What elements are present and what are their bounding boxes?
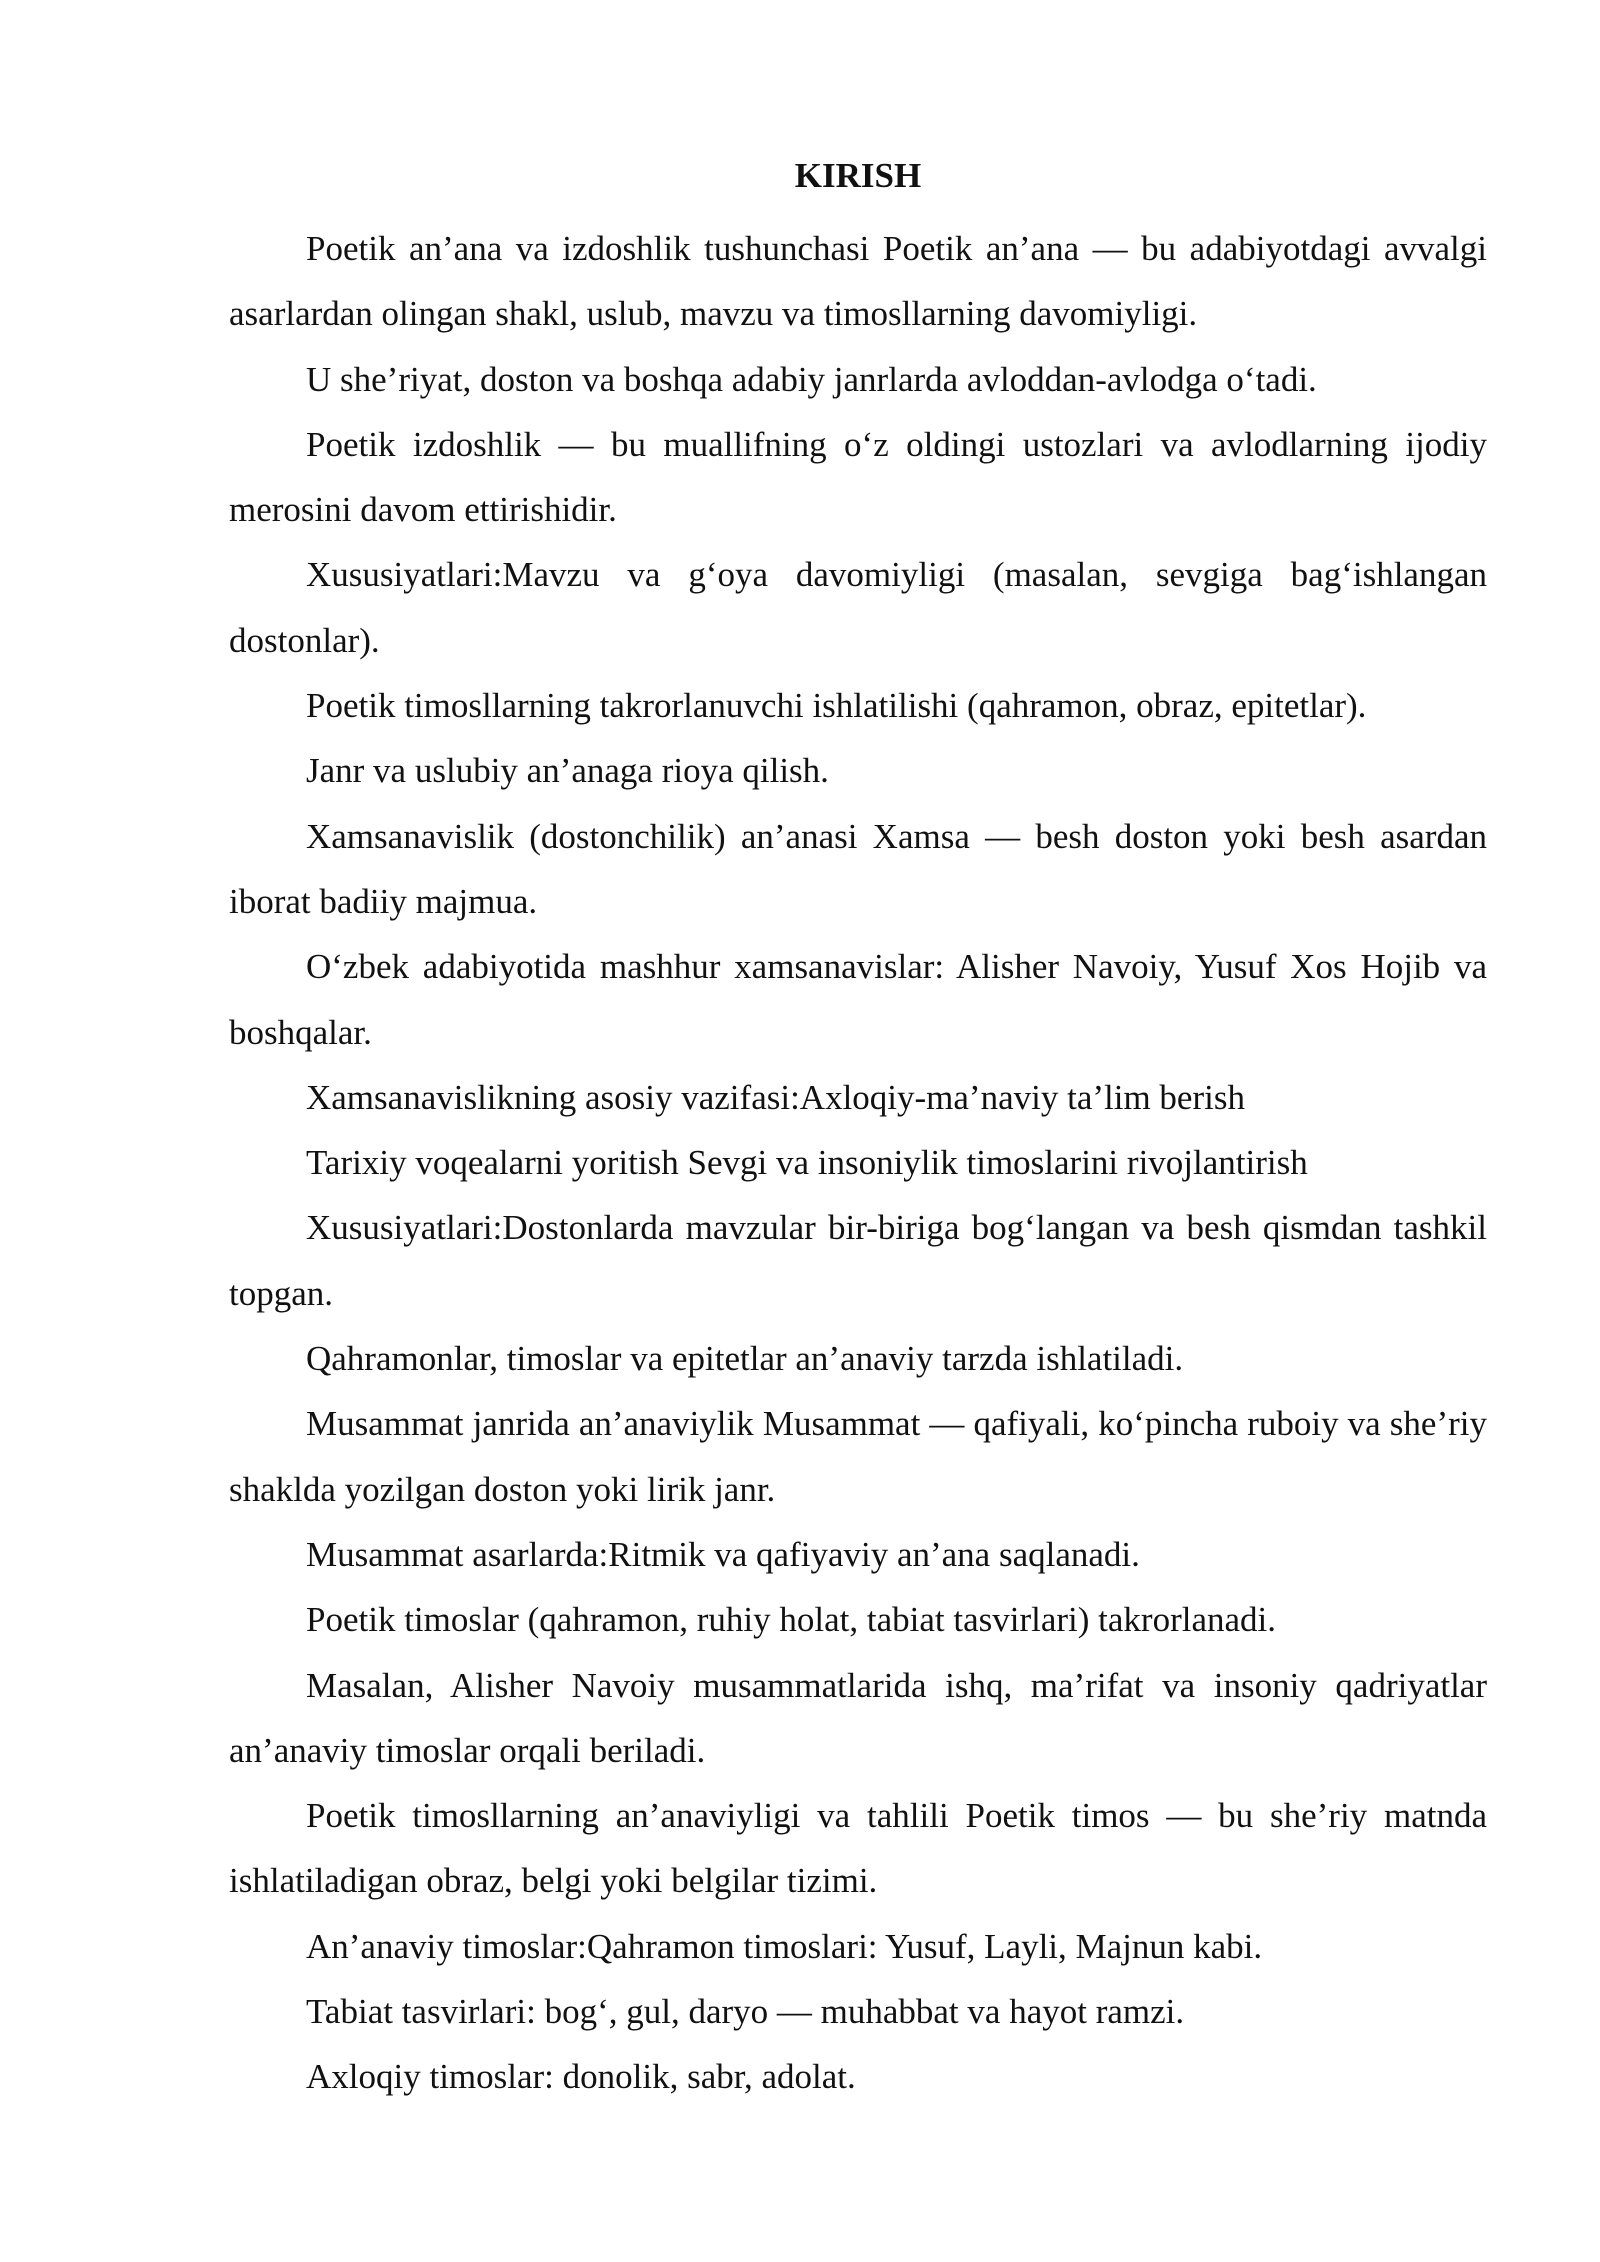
paragraph-20: Axloqiy timoslar: donolik, sabr, adolat. [306,2057,856,2097]
paragraph-14: Musammat asarlarda:Ritmik va qafiyaviy an’ana saqlanadi. [306,1534,1140,1574]
paragraph-10: Tarixiy voqealarni yoritish Sevgi va insoniylik timoslarini rivojlantirish [306,1143,1308,1183]
paragraph-8: O‘zbek adabiyotida mashhur xamsanavislar: Alisher Navoiy, Yusuf Xos Hojib va boshqalar. [229,947,1487,1052]
document-body [229,216,1487,2110]
paragraph-6: Janr va uslubiy an’anaga rioya qilish. [306,751,829,791]
paragraph-13: Musammat janrida an’anaviylik Musammat — qafiyali, ko‘pincha ruboiy va she’riy shaklda yozilgan doston yoki lirik janr. [229,1404,1487,1509]
paragraph-9: Xamsanavislikning asosiy vazifasi:Axloqiy-ma’naviy ta’lim berish [306,1077,1245,1117]
paragraph-7: Xamsanavislik (dostonchilik) an’anasi Xamsa — besh doston yoki besh asardan iborat badiiy majmua. [229,816,1487,921]
paragraph-12: Qahramonlar, timoslar va epitetlar an’anaviy tarzda ishlatiladi. [306,1339,1184,1379]
paragraph-17: Poetik timosllarning an’anaviyligi va tahlili Poetik timos — bu she’riy matnda ishlatiladigan obraz, belgi yoki belgilar tizimi. [229,1796,1487,1901]
paragraph-18: An’anaviy timoslar:Qahramon timoslari: Yusuf, Layli, Majnun kabi. [306,1926,1263,1966]
page-title: KIRISH [794,156,922,195]
paragraph-5: Poetik timosllarning takrorlanuvchi ishlatilishi (qahramon, obraz, epitetlar). [306,686,1367,726]
paragraph-15: Poetik timoslar (qahramon, ruhiy holat, tabiat tasvirlari) takrorlanadi. [306,1600,1277,1640]
paragraph-1: Poetik an’ana va izdoshlik tushunchasi Poetik an’ana — bu adabiyotdagi avvalgi asarlardan olingan shakl, uslub, mavzu va timosllarning davomiyligi. [229,229,1487,334]
paragraph-19: Tabiat tasvirlari: bog‘, gul, daryo — muhabbat va hayot ramzi. [306,1992,1185,2032]
paragraph-3: Poetik izdoshlik — bu muallifning o‘z oldingi ustozlari va avlodlarning ijodiy merosini davom ettirishidir. [229,424,1487,530]
paragraph-16: Masalan, Alisher Navoiy musammatlarida ishq, ma’rifat va insoniy qadriyatlar an’anaviy timoslar orqali beriladi. [229,1665,1487,1770]
paragraph-4: Xususiyatlari:Mavzu va g‘oya davomiyligi (masalan, sevgiga bag‘ishlangan dostonlar). [229,555,1487,660]
paragraph-11: Xususiyatlari:Dostonlarda mavzular bir-biriga bog‘langan va besh qismdan tashkil topgan. [229,1208,1487,1313]
paragraph-2: U she’riyat, doston va boshqa adabiy janrlarda avloddan-avlodga o‘tadi. [306,359,1317,399]
